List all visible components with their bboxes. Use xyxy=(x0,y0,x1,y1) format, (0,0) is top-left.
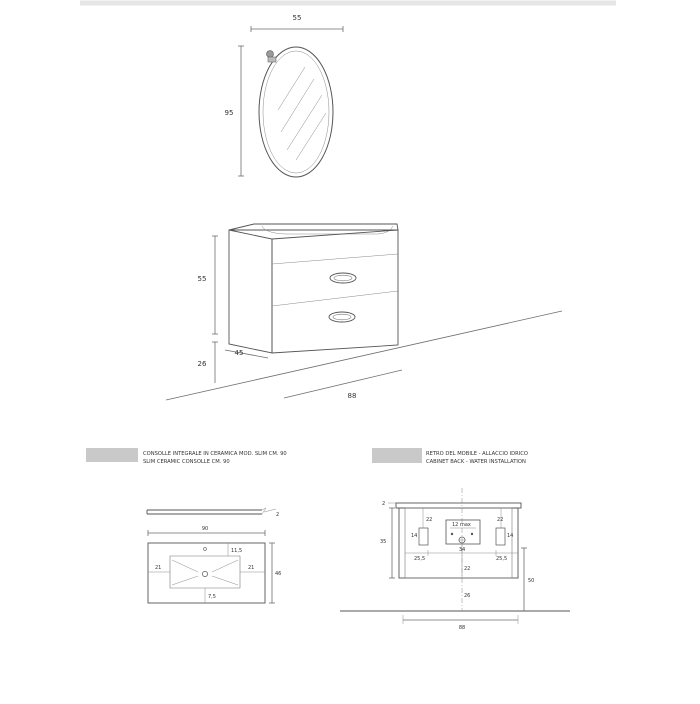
drawer-divider xyxy=(272,291,398,306)
console-width-label: 90 xyxy=(201,526,209,532)
basin-slope-line xyxy=(212,560,238,572)
console-thickness-leader xyxy=(264,509,276,512)
console-plan-outline xyxy=(148,543,265,603)
cabinet-height-label: 55 xyxy=(197,275,207,283)
console-label-box xyxy=(86,448,138,462)
cabinet-width-dimension-line xyxy=(284,370,402,398)
basin-slope-line xyxy=(172,576,198,585)
cabinet-top-slab xyxy=(396,503,521,508)
drawer-divider xyxy=(272,254,398,264)
water-inlet-icon xyxy=(471,533,473,535)
left-offset-label: 25,5 xyxy=(414,556,426,562)
mirror-lamp-base xyxy=(268,57,276,62)
mirror-drawing xyxy=(225,14,343,177)
cabinet-back-height-label: 35 xyxy=(380,539,387,545)
right-box-label: 14 xyxy=(507,533,514,539)
tap-hole-icon xyxy=(204,548,207,551)
right-supply-box xyxy=(496,528,505,545)
cabinet-drawing xyxy=(166,224,562,400)
cabinet-front-panel xyxy=(272,230,398,353)
cabinet-width-label: 88 xyxy=(347,392,357,400)
basin-plan-outline xyxy=(170,556,240,588)
drawer-handle-inner xyxy=(334,275,352,281)
basin-slope-line xyxy=(172,560,198,572)
side-height-label: 50 xyxy=(528,578,535,584)
drawer-handle-inner xyxy=(333,314,351,320)
cabinet-depth-label: 45 xyxy=(234,349,244,357)
max-width-label: 12 max xyxy=(452,522,471,528)
lower-gap-label: 22 xyxy=(464,566,471,572)
right-margin-label: 21 xyxy=(248,565,255,571)
floor-gap-label: 26 xyxy=(197,360,207,368)
mirror-reflection-line xyxy=(278,67,305,110)
hole-offset-label: 11,5 xyxy=(231,548,243,554)
console-thickness-label: 2 xyxy=(276,512,280,518)
mirror-reflection-line xyxy=(287,95,322,150)
basin-slope-line xyxy=(212,576,238,585)
mirror-outer-ellipse xyxy=(259,47,333,177)
mirror-lamp-icon xyxy=(267,51,274,58)
cabinet-back-label-box xyxy=(372,448,422,463)
basin-top-surface xyxy=(229,224,398,230)
right-upper-label: 22 xyxy=(497,517,504,523)
mirror-height-label: 95 xyxy=(224,109,234,117)
cabinet-side-panel xyxy=(229,230,272,353)
mirror-inner-ellipse xyxy=(263,51,329,173)
drain-icon xyxy=(202,571,207,576)
water-inlet-icon xyxy=(451,533,453,535)
console-profile-break xyxy=(262,508,266,514)
left-upper-label: 22 xyxy=(426,517,433,523)
left-margin-label: 21 xyxy=(155,565,162,571)
left-box-label: 14 xyxy=(411,533,418,539)
cabinet-back-caption-en: CABINET BACK - WATER INSTALLATION xyxy=(426,459,526,465)
floor-line xyxy=(166,311,562,400)
cabinet-back-width-label: 88 xyxy=(458,625,466,631)
console-caption-it: CONSOLLE INTEGRALE IN CERAMICA MOD. SLIM CM. 90 xyxy=(143,451,287,457)
mirror-reflection-line xyxy=(281,79,314,132)
right-offset-label: 25,5 xyxy=(496,556,508,562)
floor-gap-label: 26 xyxy=(464,593,471,599)
cabinet-back-section xyxy=(340,448,570,631)
top-thickness-label: 2 xyxy=(382,501,386,507)
left-supply-box xyxy=(419,528,428,545)
front-margin-label: 7,5 xyxy=(208,594,216,600)
console-depth-label: 46 xyxy=(275,571,282,577)
center-width-label: 34 xyxy=(458,547,466,553)
mirror-width-label: 55 xyxy=(292,14,302,22)
console-caption-en: SLIM CERAMIC CONSOLLE CM. 90 xyxy=(143,459,230,465)
mirror-reflection-line xyxy=(296,113,326,160)
cabinet-back-caption-it: RETRO DEL MOBILE - ALLACCIO IDRICO xyxy=(426,451,528,457)
console-section xyxy=(86,448,287,603)
